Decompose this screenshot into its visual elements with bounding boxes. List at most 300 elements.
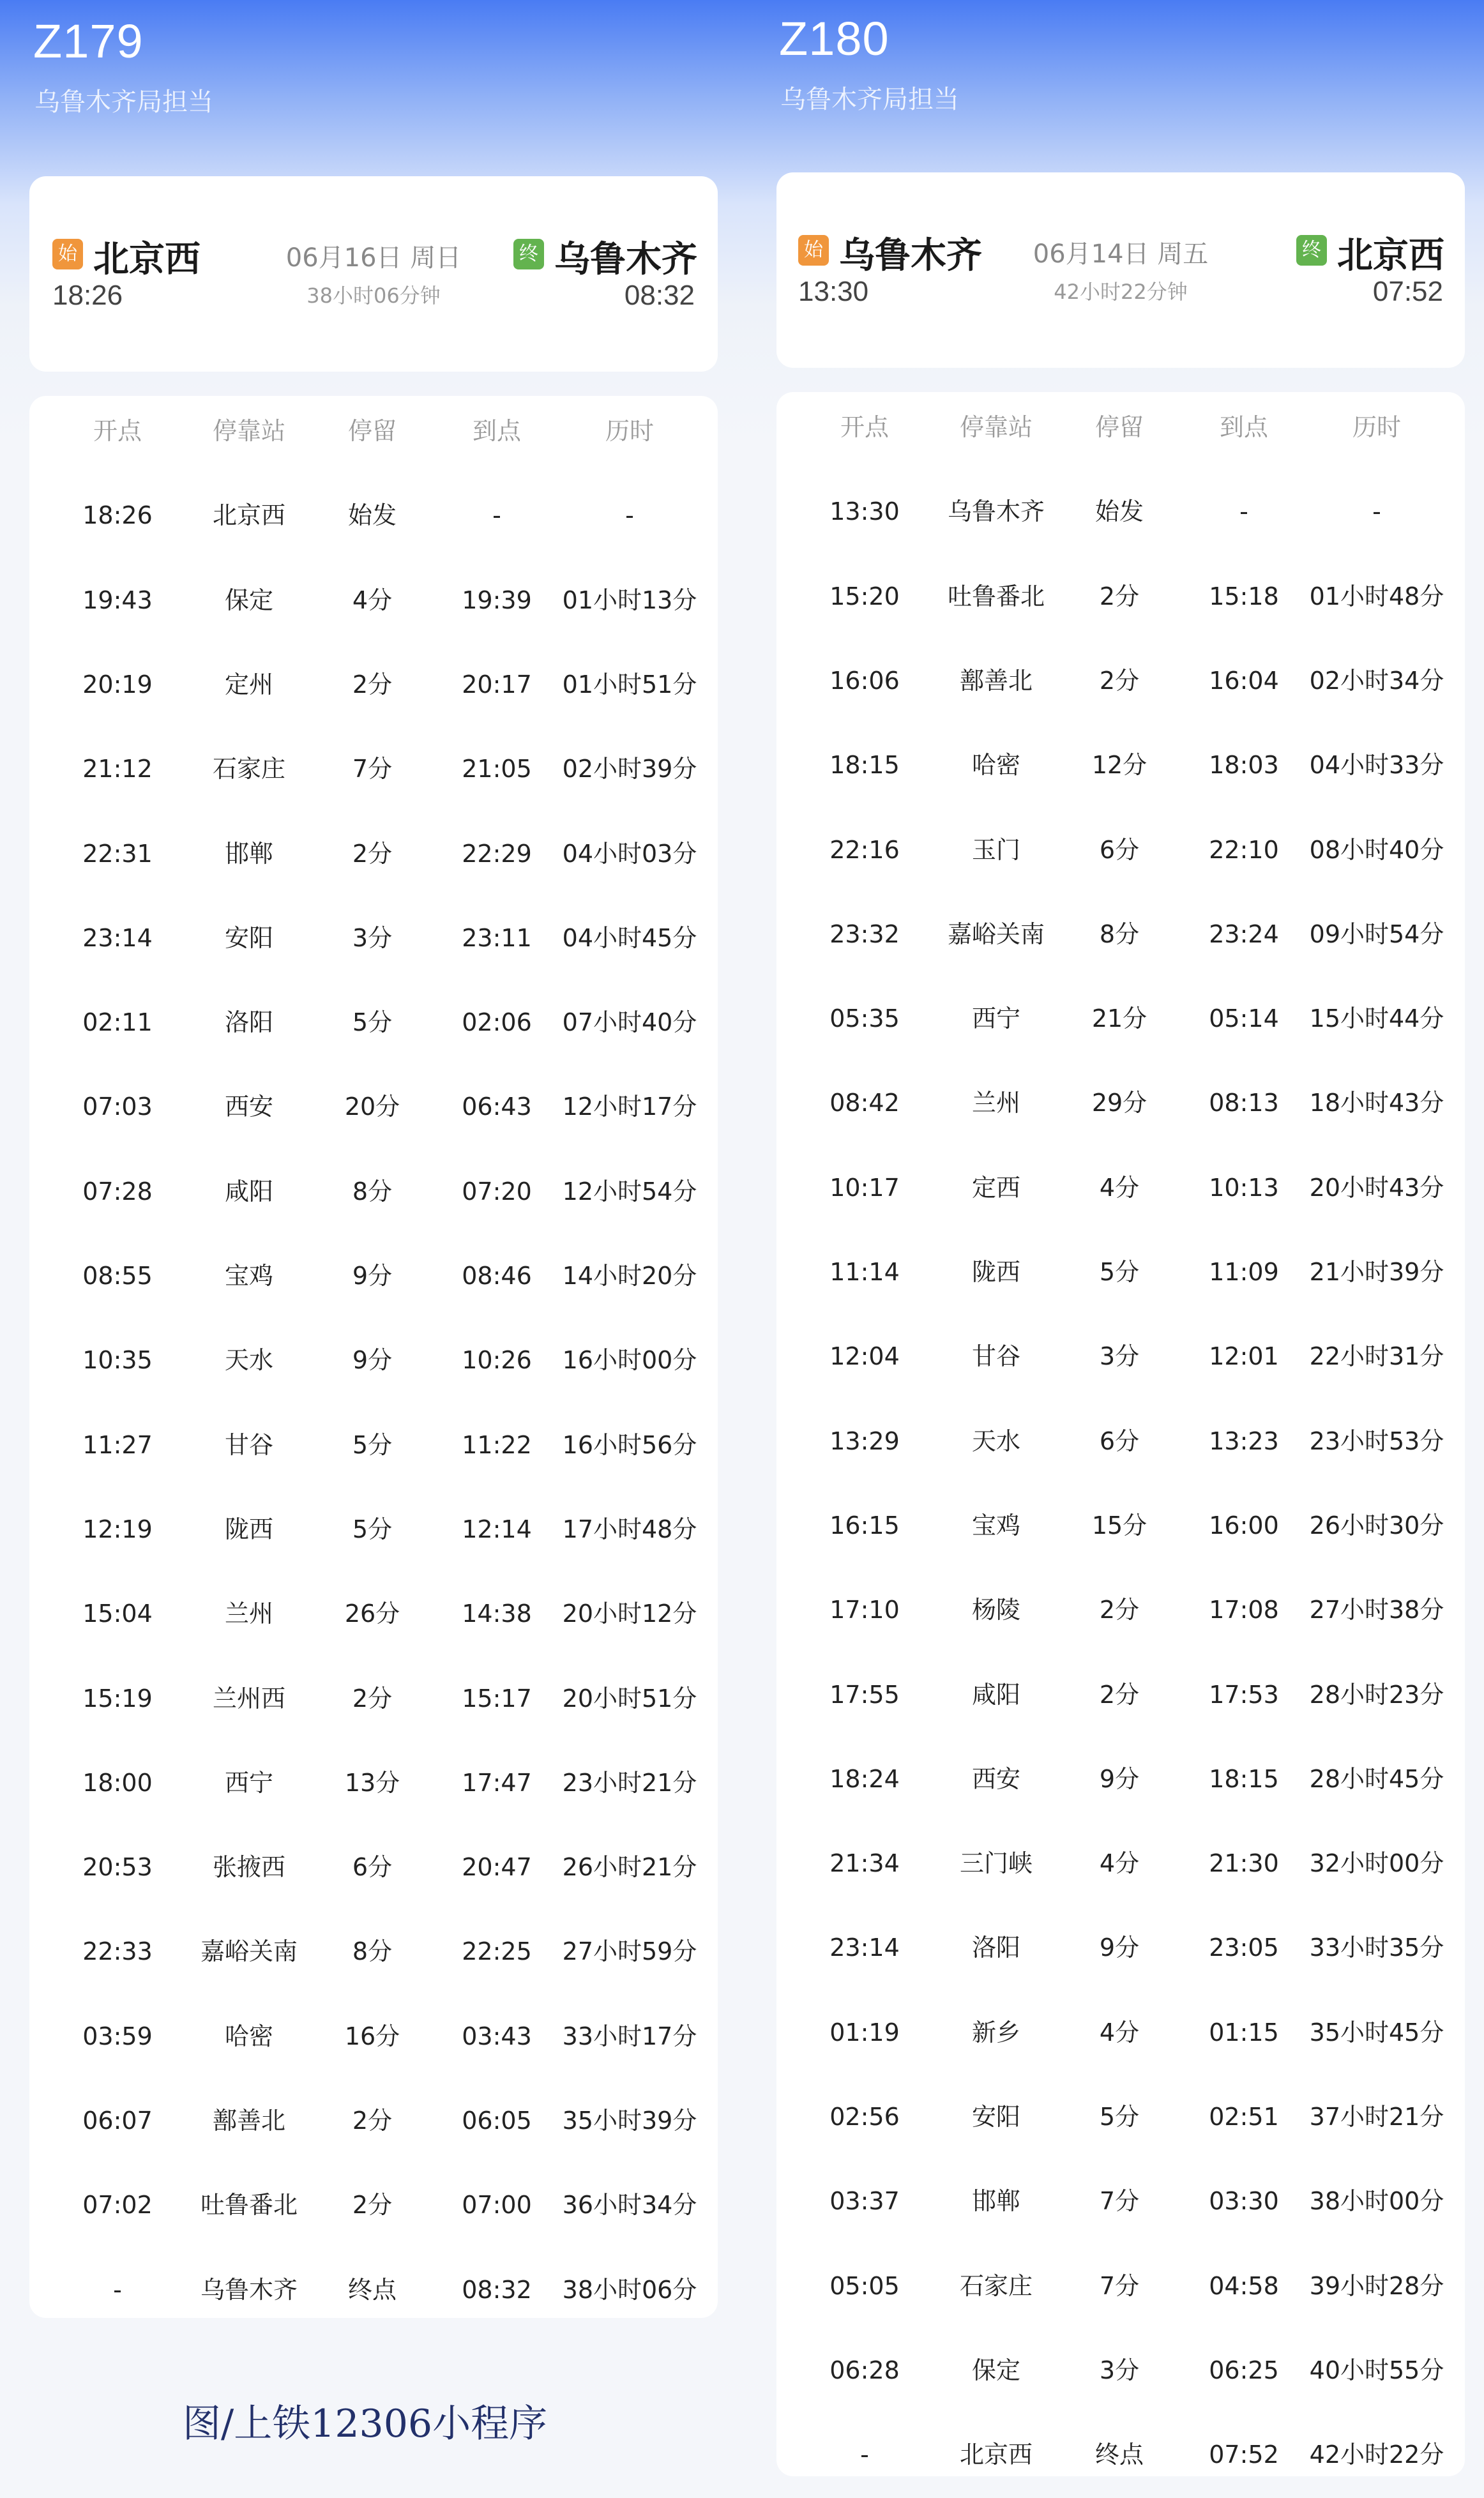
table-row[interactable] [29, 572, 718, 629]
station-cell: 西安 [971, 1764, 1021, 1793]
station-cell: 定西 [971, 1173, 1021, 1202]
depart-time-cell: - [113, 2275, 122, 2304]
column-header: 开点 [93, 417, 142, 445]
origin-station: 乌鲁木齐 [839, 235, 982, 276]
station-cell: 兰州 [971, 1089, 1021, 1117]
station-cell: 石家庄 [959, 2271, 1033, 2300]
stay-cell: 2分 [1099, 666, 1140, 695]
table-row[interactable] [29, 994, 718, 1051]
table-row[interactable] [29, 1754, 718, 1812]
station-cell: 宝鸡 [971, 1511, 1021, 1540]
station-cell: 乌鲁木齐 [947, 497, 1045, 526]
arrive-time-cell: 20:17 [462, 670, 532, 699]
elapsed-cell: 09小时54分 [1309, 920, 1444, 948]
station-cell: 保定 [971, 2356, 1021, 2384]
arrive-time-cell: 10:13 [1209, 1173, 1279, 1202]
arrive-time-cell: 07:20 [462, 1177, 532, 1206]
table-row[interactable] [776, 2257, 1465, 2315]
station-cell: 邯郸 [971, 2187, 1021, 2216]
station-cell: 石家庄 [212, 755, 286, 783]
stay-cell: 12分 [1091, 751, 1147, 780]
table-row[interactable] [776, 1581, 1465, 1639]
depart-time-cell: 05:35 [829, 1004, 900, 1033]
table-row[interactable] [29, 1501, 718, 1558]
arrive-time-cell: 20:47 [462, 1853, 532, 1882]
table-row[interactable] [29, 1416, 718, 1474]
stay-cell: 6分 [352, 1853, 393, 1882]
arrive-time-cell: 15:18 [1209, 582, 1279, 610]
table-row[interactable] [776, 905, 1465, 963]
station-cell: 咸阳 [224, 1177, 274, 1206]
elapsed-cell: 38小时06分 [562, 2275, 697, 2304]
stay-cell: 2分 [352, 1684, 393, 1713]
elapsed-cell: 14小时20分 [562, 1262, 697, 1290]
elapsed-cell: 22小时31分 [1309, 1342, 1444, 1371]
depart-time-cell: 11:27 [82, 1430, 153, 1459]
table-row[interactable] [29, 2176, 718, 2234]
elapsed-cell: 08小时40分 [1309, 835, 1444, 864]
table-row[interactable] [776, 2342, 1465, 2399]
depart-time-cell: 08:55 [82, 1262, 153, 1290]
table-row[interactable] [776, 652, 1465, 709]
arrive-time-cell: 18:03 [1209, 751, 1279, 780]
arrive-time-cell: 01:15 [1209, 2018, 1279, 2047]
arrive-time-cell: 22:25 [462, 1937, 532, 1966]
station-cell: 兰州 [224, 1600, 274, 1628]
table-row[interactable] [29, 825, 718, 882]
arrive-time-cell: 07:52 [1209, 2441, 1279, 2469]
start-badge: 始 [52, 239, 83, 269]
arrive-time-cell: 19:39 [462, 586, 532, 614]
station-cell: 陇西 [971, 1258, 1021, 1286]
stop-table [29, 396, 718, 2318]
stay-cell: 29分 [1091, 1089, 1147, 1117]
station-cell: 哈密 [224, 2022, 274, 2050]
elapsed-cell: 32小时00分 [1309, 1849, 1444, 1878]
train-panel-z180 [742, 0, 1484, 2498]
depart-time-cell: 20:19 [82, 670, 153, 699]
arrive-time-cell: 17:47 [462, 1768, 532, 1797]
arrive-time-cell: 05:14 [1209, 1004, 1279, 1033]
station-cell: 鄯善北 [959, 666, 1033, 695]
station-cell: 嘉峪关南 [200, 1937, 298, 1966]
stay-cell: 5分 [1099, 2103, 1140, 2131]
elapsed-cell: 01小时48分 [1309, 582, 1444, 610]
stay-cell: 9分 [352, 1262, 393, 1290]
arrive-time-cell: 16:04 [1209, 666, 1279, 695]
end-badge: 终 [1296, 235, 1327, 266]
column-header: 到点 [1219, 413, 1269, 441]
station-cell: 兰州西 [212, 1684, 286, 1713]
elapsed-cell: 04小时33分 [1309, 751, 1444, 780]
table-row[interactable] [776, 1328, 1465, 1385]
stay-cell: 3分 [352, 923, 393, 952]
depart-time-cell: 19:43 [82, 586, 153, 614]
table-row[interactable] [776, 736, 1465, 794]
stay-cell: 始发 [347, 501, 397, 530]
stop-table [776, 392, 1465, 2476]
elapsed-cell: 02小时34分 [1309, 666, 1444, 695]
table-row[interactable] [776, 2088, 1465, 2146]
table-row[interactable] [776, 821, 1465, 879]
stay-cell: 9分 [352, 1346, 393, 1375]
arrive-time-cell: 23:05 [1209, 1934, 1279, 1962]
stay-cell: 终点 [1094, 2441, 1144, 2469]
arrive-time-cell: 11:22 [462, 1430, 532, 1459]
elapsed-cell: 04小时03分 [562, 839, 697, 868]
table-row[interactable] [29, 1585, 718, 1642]
elapsed-cell: 35小时39分 [562, 2107, 697, 2135]
elapsed-cell: - [625, 501, 634, 530]
station-cell: 北京西 [212, 501, 286, 530]
station-cell: 洛阳 [971, 1934, 1021, 1962]
arrive-time-cell: 17:53 [1209, 1680, 1279, 1709]
table-row[interactable] [776, 2172, 1465, 2230]
depart-time-cell: 07:03 [82, 1093, 153, 1121]
destination-station: 乌鲁木齐 [554, 239, 697, 280]
stay-cell: 5分 [352, 1008, 393, 1037]
depart-time-cell: 07:02 [82, 2191, 153, 2220]
stay-cell: 8分 [1099, 920, 1140, 948]
bureau-label: 乌鲁木齐局担当 [780, 85, 959, 114]
arrive-time-cell: 08:46 [462, 1262, 532, 1290]
departure-time: 13:30 [798, 276, 869, 307]
depart-time-cell: 13:29 [829, 1427, 900, 1455]
elapsed-cell: 28小时45分 [1309, 1764, 1444, 1793]
arrive-time-cell: 06:25 [1209, 2356, 1279, 2384]
elapsed-cell: 38小时00分 [1309, 2187, 1444, 2216]
depart-time-cell: 18:24 [829, 1764, 900, 1793]
depart-time-cell: 02:11 [82, 1008, 153, 1037]
depart-time-cell: 23:14 [82, 923, 153, 952]
arrive-time-cell: 06:05 [462, 2107, 532, 2135]
table-row[interactable] [29, 2261, 718, 2319]
elapsed-cell: 40小时55分 [1309, 2356, 1444, 2384]
stay-cell: 7分 [1099, 2271, 1140, 2300]
stay-cell: 20分 [344, 1093, 400, 1121]
elapsed-cell: 35小时45分 [1309, 2018, 1444, 2047]
stay-cell: 3分 [1099, 2356, 1140, 2384]
table-header [29, 402, 718, 460]
depart-time-cell: 07:28 [82, 1177, 153, 1206]
station-cell: 三门峡 [959, 1849, 1033, 1878]
stay-cell: 始发 [1094, 497, 1144, 526]
stay-cell: 6分 [1099, 1427, 1140, 1455]
arrive-time-cell: 23:11 [462, 923, 532, 952]
depart-time-cell: 17:55 [829, 1680, 900, 1709]
stay-cell: 4分 [1099, 1173, 1140, 1202]
depart-time-cell: 23:14 [829, 1934, 900, 1962]
depart-time-cell: 12:04 [829, 1342, 900, 1371]
table-row[interactable] [29, 1247, 718, 1305]
station-cell: 甘谷 [224, 1430, 274, 1459]
stay-cell: 7分 [352, 755, 393, 783]
station-cell: 乌鲁木齐 [200, 2275, 298, 2304]
depart-time-cell: 15:04 [82, 1600, 153, 1628]
station-cell: 吐鲁番北 [200, 2191, 298, 2220]
elapsed-cell: 07小时40分 [562, 1008, 697, 1037]
elapsed-cell: 23小时21分 [562, 1768, 697, 1797]
elapsed-cell: 20小时51分 [562, 1684, 697, 1713]
elapsed-cell: 15小时44分 [1309, 1004, 1444, 1033]
stay-cell: 21分 [1091, 1004, 1147, 1033]
station-cell: 邯郸 [224, 839, 274, 868]
elapsed-cell: 39小时28分 [1309, 2271, 1444, 2300]
arrive-time-cell: 17:08 [1209, 1596, 1279, 1624]
table-row[interactable] [776, 990, 1465, 1047]
stay-cell: 5分 [1099, 1258, 1140, 1286]
table-row[interactable] [776, 1412, 1465, 1470]
table-header [776, 398, 1465, 456]
elapsed-cell: 21小时39分 [1309, 1258, 1444, 1286]
table-row[interactable] [29, 1923, 718, 1980]
stay-cell: 4分 [1099, 2018, 1140, 2047]
table-row[interactable] [29, 740, 718, 798]
station-cell: 定州 [224, 670, 274, 699]
arrive-time-cell: 08:13 [1209, 1089, 1279, 1117]
train-number: Z180 [779, 12, 890, 65]
depart-time-cell: 12:19 [82, 1515, 153, 1543]
travel-date: 06月14日 周五 [1033, 239, 1209, 269]
stay-cell: 9分 [1099, 1934, 1140, 1962]
elapsed-cell: 33小时17分 [562, 2022, 697, 2050]
elapsed-cell: 26小时30分 [1309, 1511, 1444, 1540]
arrive-time-cell: 22:29 [462, 839, 532, 868]
depart-time-cell: 05:05 [829, 2271, 900, 2300]
table-row[interactable] [29, 656, 718, 713]
depart-time-cell: 22:31 [82, 839, 153, 868]
arrive-time-cell: 21:05 [462, 755, 532, 783]
elapsed-cell: 23小时53分 [1309, 1427, 1444, 1455]
table-row[interactable] [29, 1163, 718, 1220]
end-badge: 终 [513, 239, 544, 269]
elapsed-cell: 20小时12分 [562, 1600, 697, 1628]
train-number: Z179 [33, 15, 144, 68]
table-row[interactable] [29, 2008, 718, 2065]
arrive-time-cell: 03:43 [462, 2022, 532, 2050]
elapsed-cell: 01小时13分 [562, 586, 697, 614]
elapsed-cell: 26小时21分 [562, 1853, 697, 1882]
elapsed-cell: 33小时35分 [1309, 1934, 1444, 1962]
station-cell: 鄯善北 [212, 2107, 286, 2135]
stay-cell: 16分 [344, 2022, 400, 2050]
arrive-time-cell: 12:14 [462, 1515, 532, 1543]
table-row[interactable] [776, 1243, 1465, 1301]
elapsed-cell: 12小时17分 [562, 1093, 697, 1121]
table-row[interactable] [29, 1838, 718, 1896]
table-row[interactable] [776, 1750, 1465, 1808]
table-row[interactable] [29, 1670, 718, 1727]
arrive-time-cell: 12:01 [1209, 1342, 1279, 1371]
elapsed-cell: 27小时38分 [1309, 1596, 1444, 1624]
table-row[interactable] [776, 1919, 1465, 1976]
depart-time-cell: 02:56 [829, 2103, 900, 2131]
stay-cell: 2分 [352, 839, 393, 868]
stay-cell: 2分 [352, 2107, 393, 2135]
depart-time-cell: 18:15 [829, 751, 900, 780]
elapsed-cell: 16小时00分 [562, 1346, 697, 1375]
depart-time-cell: 03:59 [82, 2022, 153, 2050]
elapsed-cell: 18小时43分 [1309, 1089, 1444, 1117]
elapsed-cell: 12小时54分 [562, 1177, 697, 1206]
stay-cell: 26分 [344, 1600, 400, 1628]
depart-time-cell: 10:35 [82, 1346, 153, 1375]
route-summary-card[interactable] [29, 176, 718, 372]
elapsed-cell: 37小时21分 [1309, 2103, 1444, 2131]
arrive-time-cell: 14:38 [462, 1600, 532, 1628]
elapsed-cell: 28小时23分 [1309, 1680, 1444, 1709]
depart-time-cell: 10:17 [829, 1173, 900, 1202]
depart-time-cell: 11:14 [829, 1258, 900, 1286]
table-row[interactable] [29, 487, 718, 544]
depart-time-cell: 21:34 [829, 1849, 900, 1878]
arrive-time-cell: 13:23 [1209, 1427, 1279, 1455]
stay-cell: 7分 [1099, 2187, 1140, 2216]
depart-time-cell: 21:12 [82, 755, 153, 783]
depart-time-cell: 16:15 [829, 1511, 900, 1540]
elapsed-cell: 01小时51分 [562, 670, 697, 699]
column-header: 开点 [840, 413, 890, 441]
table-row[interactable] [29, 1331, 718, 1389]
arrive-time-cell: 22:10 [1209, 835, 1279, 864]
station-cell: 甘谷 [971, 1342, 1021, 1371]
bureau-label: 乌鲁木齐局担当 [34, 87, 213, 117]
stay-cell: 9分 [1099, 1764, 1140, 1793]
depart-time-cell: 06:07 [82, 2107, 153, 2135]
arrive-time-cell: 15:17 [462, 1684, 532, 1713]
elapsed-cell: - [1372, 497, 1381, 526]
stay-cell: 13分 [344, 1768, 400, 1797]
station-cell: 哈密 [971, 751, 1021, 780]
depart-time-cell: 22:16 [829, 835, 900, 864]
stay-cell: 4分 [352, 586, 393, 614]
depart-time-cell: 06:28 [829, 2356, 900, 2384]
station-cell: 西安 [224, 1093, 274, 1121]
stay-cell: 3分 [1099, 1342, 1140, 1371]
arrive-time-cell: 16:00 [1209, 1511, 1279, 1540]
arrive-time-cell: 21:30 [1209, 1849, 1279, 1878]
station-cell: 北京西 [959, 2441, 1033, 2469]
depart-time-cell: - [860, 2441, 869, 2469]
table-row[interactable] [776, 1835, 1465, 1892]
elapsed-cell: 36小时34分 [562, 2191, 697, 2220]
table-row[interactable] [776, 1074, 1465, 1132]
stay-cell: 2分 [1099, 582, 1140, 610]
arrive-time-cell: 10:26 [462, 1346, 532, 1375]
arrive-time-cell: - [492, 501, 501, 530]
column-header: 历时 [1352, 413, 1402, 441]
stay-cell: 5分 [352, 1430, 393, 1459]
arrive-time-cell: 08:32 [462, 2275, 532, 2304]
station-cell: 张掖西 [212, 1853, 286, 1882]
stay-cell: 6分 [1099, 835, 1140, 864]
station-cell: 陇西 [224, 1515, 274, 1543]
station-cell: 安阳 [971, 2103, 1021, 2131]
elapsed-cell: 42小时22分 [1309, 2441, 1444, 2469]
column-header: 停留 [347, 417, 397, 445]
depart-time-cell: 13:30 [829, 497, 900, 526]
stay-cell: 8分 [352, 1937, 393, 1966]
station-cell: 保定 [224, 586, 274, 614]
stay-cell: 8分 [352, 1177, 393, 1206]
column-header: 停靠站 [959, 413, 1033, 441]
table-row[interactable] [29, 2092, 718, 2149]
depart-time-cell: 03:37 [829, 2187, 900, 2216]
arrive-time-cell: 06:43 [462, 1093, 532, 1121]
stay-cell: 2分 [352, 2191, 393, 2220]
station-cell: 西宁 [971, 1004, 1021, 1033]
depart-time-cell: 23:32 [829, 920, 900, 948]
table-row[interactable] [776, 568, 1465, 625]
station-cell: 吐鲁番北 [947, 582, 1045, 610]
station-cell: 玉门 [971, 835, 1021, 864]
depart-time-cell: 15:19 [82, 1684, 153, 1713]
depart-time-cell: 18:26 [82, 501, 153, 530]
arrival-time: 07:52 [1372, 276, 1443, 307]
stay-cell: 2分 [352, 670, 393, 699]
table-row[interactable] [776, 1497, 1465, 1554]
table-row[interactable] [29, 1078, 718, 1135]
elapsed-cell: 27小时59分 [562, 1937, 697, 1966]
travel-date: 06月16日 周日 [285, 243, 462, 273]
depart-time-cell: 22:33 [82, 1937, 153, 1966]
depart-time-cell: 20:53 [82, 1853, 153, 1882]
elapsed-cell: 02小时39分 [562, 755, 697, 783]
travel-duration: 42小时22分钟 [1054, 280, 1188, 304]
route-summary-card[interactable] [776, 172, 1465, 368]
arrive-time-cell: - [1239, 497, 1248, 526]
table-row[interactable] [776, 1159, 1465, 1216]
origin-station: 北京西 [93, 239, 201, 280]
column-header: 停留 [1094, 413, 1144, 441]
station-cell: 嘉峪关南 [947, 920, 1045, 948]
arrive-time-cell: 18:15 [1209, 1764, 1279, 1793]
arrival-time: 08:32 [624, 280, 695, 311]
arrive-time-cell: 23:24 [1209, 920, 1279, 948]
stay-cell: 5分 [352, 1515, 393, 1543]
elapsed-cell: 20小时43分 [1309, 1173, 1444, 1202]
arrive-time-cell: 11:09 [1209, 1258, 1279, 1286]
elapsed-cell: 17小时48分 [562, 1515, 697, 1543]
table-row[interactable] [776, 2004, 1465, 2061]
table-row[interactable] [29, 909, 718, 967]
column-header: 到点 [472, 417, 522, 445]
station-cell: 杨陵 [971, 1596, 1021, 1624]
elapsed-cell: 16小时56分 [562, 1430, 697, 1459]
station-cell: 天水 [971, 1427, 1021, 1455]
stay-cell: 4分 [1099, 1849, 1140, 1878]
table-row[interactable] [776, 1666, 1465, 1723]
station-cell: 洛阳 [224, 1008, 274, 1037]
column-header: 历时 [605, 417, 655, 445]
station-cell: 新乡 [971, 2018, 1021, 2047]
stay-cell: 2分 [1099, 1680, 1140, 1709]
travel-duration: 38小时06分钟 [307, 284, 441, 308]
arrive-time-cell: 03:30 [1209, 2187, 1279, 2216]
table-row[interactable] [776, 483, 1465, 540]
station-cell: 安阳 [224, 923, 274, 952]
depart-time-cell: 08:42 [829, 1089, 900, 1117]
station-cell: 咸阳 [971, 1680, 1021, 1709]
depart-time-cell: 16:06 [829, 666, 900, 695]
column-header: 停靠站 [212, 417, 286, 445]
arrive-time-cell: 02:51 [1209, 2103, 1279, 2131]
depart-time-cell: 18:00 [82, 1768, 153, 1797]
table-row[interactable] [776, 2426, 1465, 2483]
arrive-time-cell: 04:58 [1209, 2271, 1279, 2300]
arrive-time-cell: 02:06 [462, 1008, 532, 1037]
station-cell: 宝鸡 [224, 1262, 274, 1290]
